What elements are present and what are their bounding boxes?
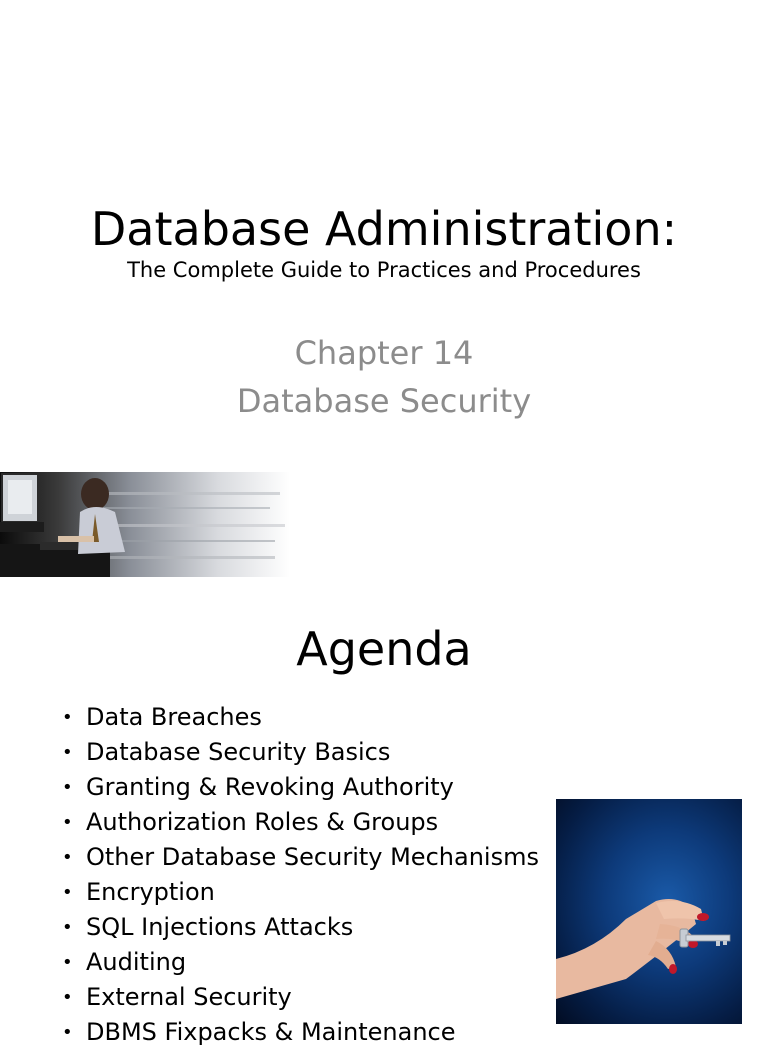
bullet-icon: •	[62, 777, 73, 798]
agenda-item-label: Other Database Security Mechanisms	[86, 843, 539, 871]
slide-subtitle: The Complete Guide to Practices and Procedures	[127, 258, 641, 282]
agenda-list	[62, 700, 539, 1050]
agenda-item	[62, 910, 539, 945]
slide-title: Database Administration:	[90, 202, 678, 256]
bullet-icon: •	[62, 847, 73, 868]
agenda-item	[62, 875, 539, 910]
agenda-item	[62, 805, 539, 840]
agenda-heading: Agenda	[296, 622, 472, 676]
bullet-icon: •	[62, 987, 73, 1008]
computer-user-image	[0, 472, 290, 577]
agenda-item-label: Data Breaches	[86, 703, 262, 731]
computer-user-illustration	[0, 472, 290, 577]
agenda-item	[62, 980, 539, 1015]
agenda-item	[62, 770, 539, 805]
hand-holding-key-image	[556, 799, 742, 1024]
agenda-item-label: Database Security Basics	[86, 738, 391, 766]
bullet-icon: •	[62, 1022, 73, 1043]
agenda-item-label: Encryption	[86, 878, 215, 906]
bullet-icon: •	[62, 707, 73, 728]
agenda-item-label: Authorization Roles & Groups	[86, 808, 439, 836]
agenda-item	[62, 735, 539, 770]
agenda-item-label: Auditing	[86, 948, 187, 976]
agenda-item-label: Granting & Revoking Authority	[86, 773, 454, 801]
bullet-icon: •	[62, 812, 73, 833]
agenda-item	[62, 700, 539, 735]
agenda-item	[62, 1015, 539, 1050]
chapter-title: Database Security	[236, 382, 532, 420]
agenda-item-label: DBMS Fixpacks & Maintenance	[86, 1018, 456, 1046]
agenda-item-label: SQL Injections Attacks	[86, 913, 354, 941]
bullet-icon: •	[62, 952, 73, 973]
agenda-item	[62, 945, 539, 980]
chapter-number: Chapter 14	[294, 334, 474, 372]
agenda-item	[62, 840, 539, 875]
bullet-icon: •	[62, 742, 73, 763]
bullet-icon: •	[62, 882, 73, 903]
key-illustration	[556, 799, 742, 1024]
bullet-icon: •	[62, 917, 73, 938]
agenda-item-label: External Security	[86, 983, 292, 1011]
agenda-slide	[0, 590, 768, 1046]
